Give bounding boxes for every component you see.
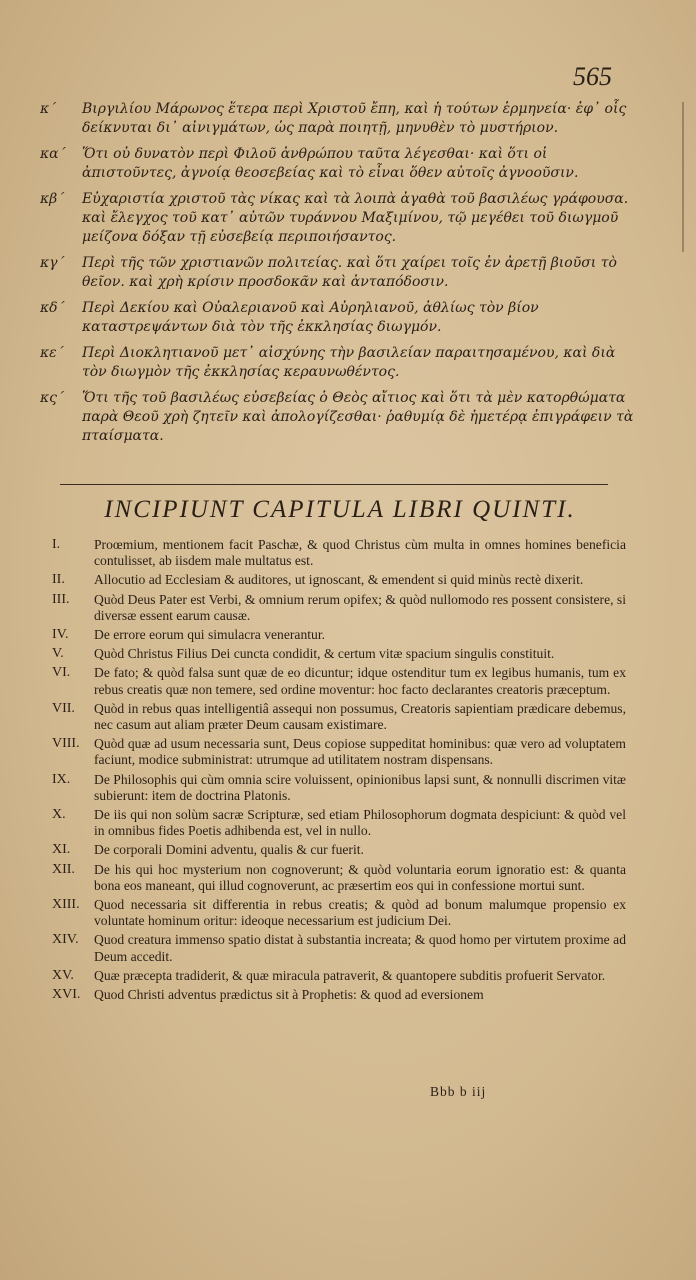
chapter-entry	[52, 646, 626, 662]
chapter-text: Quæ præcepta tradiderit, & quæ miracula patraverit, & quantopere subditis profuerit Servator.	[94, 967, 606, 983]
chapter-entry	[52, 862, 626, 894]
chapter-text: Quòd Christus Filius Dei cuncta condidit, & certum vitæ spacium singulis constituit.	[94, 646, 555, 662]
chapter-entry	[52, 736, 626, 768]
greek-entry	[40, 344, 640, 382]
chapter-entry	[52, 842, 626, 858]
greek-entry-number: κβ΄	[40, 191, 65, 207]
chapter-number: I.	[52, 537, 61, 552]
chapter-number: IV.	[52, 627, 69, 643]
chapter-entry	[52, 572, 626, 588]
greek-entry-text: Βιργιλίου Μάρωνος ἕτερα περὶ Χριστοῦ ἔπη, καὶ ἡ τούτων ἑρμηνεία· ἐφ᾽ οἷς δείκνυται δι᾽ αἰνιγμάτων, ὡς παρὰ ποιητῇ, μηνυθὲν τὸ μυστήριον.	[82, 101, 627, 136]
chapter-number: XII.	[52, 861, 75, 877]
greek-entry-number: κς΄	[40, 390, 65, 406]
chapter-number: VIII.	[52, 736, 80, 752]
chapter-text: Allocutio ad Ecclesiam & auditores, ut ignoscant, & emendent si quid minùs rectè dixerit.	[94, 572, 584, 588]
chapter-number: VII.	[52, 700, 75, 716]
chapter-entry	[52, 807, 626, 839]
chapter-text: De his qui hoc mysterium non cognoverunt; & quòd voluntaria eorum ignoratio est: & quanta bona eos maneant, qui illud cognoverunt, ac præsertim eos qui in confessione mortui sunt.	[94, 861, 626, 893]
chapter-number: XIV.	[52, 932, 79, 948]
chapter-text: Quòd in rebus quas intelligentiâ assequi non possumus, Creatoris sapientiam prædicare debemus, nec casum aut aliam præter Deum causam existimare.	[94, 700, 626, 733]
chapter-text: Proœmium, mentionem facit Paschæ, & quod Christus cùm multa in omnes homines beneficia contulisset, ab iisdem male multatus est.	[94, 537, 626, 569]
chapter-entry	[52, 897, 626, 929]
chapter-text: Quod Christi adventus prædictus sit à Prophetis: & quod ad eversionem	[94, 987, 484, 1003]
greek-entry-text: Περὶ τῆς τῶν χριστιανῶν πολιτείας. καὶ ὅτι χαίρει τοῖς ἐν ἀρετῇ βιοῦσι τὸ θεῖον. καὶ χρὴ κρίσιν προσδοκᾶν καὶ ἀνταπόδοσιν.	[82, 255, 617, 290]
chapter-text: De corporali Domini adventu, qualis & cur fuerit.	[94, 842, 364, 858]
chapter-text: Quod necessaria sit differentia in rebus creatis; & quòd ad bonum malumque propensio ex voluntate hominum oritur: ideoque necessarium est judicium Dei.	[94, 897, 626, 929]
greek-entry	[40, 254, 640, 292]
chapter-text: De errore eorum qui simulacra venerantur.	[94, 627, 325, 643]
greek-entry	[40, 389, 640, 446]
latin-chapter-list	[52, 537, 626, 1006]
chapter-number: IX.	[52, 771, 71, 787]
chapter-entry	[52, 537, 626, 569]
greek-entry-number: κ΄	[40, 101, 57, 117]
chapter-number: V.	[52, 646, 64, 662]
section-divider	[60, 484, 608, 485]
chapter-text: De Philosophis qui cùm omnia scire voluissent, opinionibus lapsi sunt, & nonnulli discrimen vitæ subierunt: item de doctrina Platonis.	[94, 771, 626, 803]
chapter-entry	[52, 592, 626, 624]
chapter-number: II.	[52, 572, 65, 588]
greek-entry	[40, 100, 640, 138]
chapter-text: Quòd quæ ad usum necessaria sunt, Deus copiose suppeditat hominibus: quæ vero ad voluptatem faciunt, modice subministrat: utrumque ad utilitatem nostram dispensans.	[94, 736, 626, 768]
chapter-entry	[52, 987, 626, 1003]
greek-entry-number: κδ΄	[40, 300, 65, 316]
section-title: INCIPIUNT CAPITULA LIBRI QUINTI.	[104, 496, 576, 523]
page-number: 565	[573, 62, 612, 91]
chapter-number: XVI.	[52, 987, 81, 1003]
greek-entry	[40, 190, 640, 247]
chapter-text: De fato; & quòd falsa sunt quæ de eo dicuntur; idque ostenditur tum ex legibus humanis, tum ex rebus creatis quæ non temere, sed ordine moventur: hoc facto declarantes creatoris præceptum.	[94, 665, 626, 697]
greek-entry	[40, 299, 640, 337]
signature-mark: Bbb b iij	[430, 1084, 487, 1099]
chapter-entry	[52, 968, 626, 984]
greek-chapter-list	[40, 100, 640, 453]
chapter-entry	[52, 665, 626, 697]
chapter-number: XI.	[52, 842, 71, 858]
chapter-entry	[52, 701, 626, 733]
chapter-number: XIII.	[52, 897, 80, 913]
chapter-entry	[52, 627, 626, 643]
chapter-text: De iis qui non solùm sacræ Scripturæ, sed etiam Philosophorum dogmata despiciunt: & quòd vel in omnibus fides Poetis adhibenda est, vel in nullo.	[94, 807, 626, 839]
greek-entry-text: Ὅτι οὐ δυνατὸν περὶ Φιλοῦ ἀνθρώπου ταῦτα λέγεσθαι· καὶ ὅτι οἱ ἀπιστοῦντες, ἀγνοίᾳ θεοσεβείας καὶ τὸ εἶναι ὅθεν αὐτοῖς ἀγνοοῦσιν.	[82, 146, 579, 181]
greek-entry-text: Εὐχαριστία χριστοῦ τὰς νίκας καὶ τὰ λοιπὰ ἀγαθὰ τοῦ βασιλέως γράφουσα. καὶ ἔλεγχος τοῦ κατ᾽ αὐτῶν τυράννου Μαξιμίνου, τῷ μεγέθει τοῦ διωγμοῦ μείζονα δόξαν τῇ εὐσεβείᾳ περιποιήσαντος.	[82, 191, 629, 245]
chapter-text: Quòd Deus Pater est Verbi, & omnium rerum opifex; & quòd nullomodo res possent consistere, si diversæ essent earum causæ.	[94, 591, 626, 623]
greek-entry-text: Περὶ Δεκίου καὶ Οὐαλεριανοῦ καὶ Αὐρηλιανοῦ, ἀθλίως τὸν βίον καταστρεψάντων διὰ τὸν τῆς ἐκκλησίας διωγμόν.	[82, 300, 539, 335]
chapter-entry	[52, 772, 626, 804]
chapter-number: XV.	[52, 967, 74, 983]
chapter-number: VI.	[52, 665, 71, 681]
greek-entry	[40, 145, 640, 183]
greek-entry-text: Ὅτι τῆς τοῦ βασιλέως εὐσεβείας ὁ Θεὸς αἴτιος καὶ ὅτι τὰ μὲν κατορθώματα παρὰ Θεοῦ χρὴ ζητεῖν καὶ ἀπολογίζεσθαι· ῥαθυμίᾳ δὲ ἡμετέρᾳ ἐπιγράφειν τὰ πταίσματα.	[82, 390, 634, 444]
chapter-number: X.	[52, 807, 66, 823]
chapter-number: III.	[52, 591, 70, 607]
greek-entry-number: κε΄	[40, 345, 64, 361]
margin-mark	[682, 102, 684, 252]
greek-entry-number: κα΄	[40, 146, 66, 162]
chapter-entry	[52, 932, 626, 964]
greek-entry-text: Περὶ Διοκλητιανοῦ μετ᾽ αἰσχύνης τὴν βασιλείαν παραιτησαμένου, καὶ διὰ τὸν διωγμὸν τῆς ἐκκλησίας κεραυνωθέντος.	[82, 345, 616, 380]
chapter-text: Quod creatura immenso spatio distat à substantia increata; & quod homo per virtutem proxime ad Deum accedit.	[94, 932, 626, 964]
greek-entry-number: κγ΄	[40, 255, 65, 271]
